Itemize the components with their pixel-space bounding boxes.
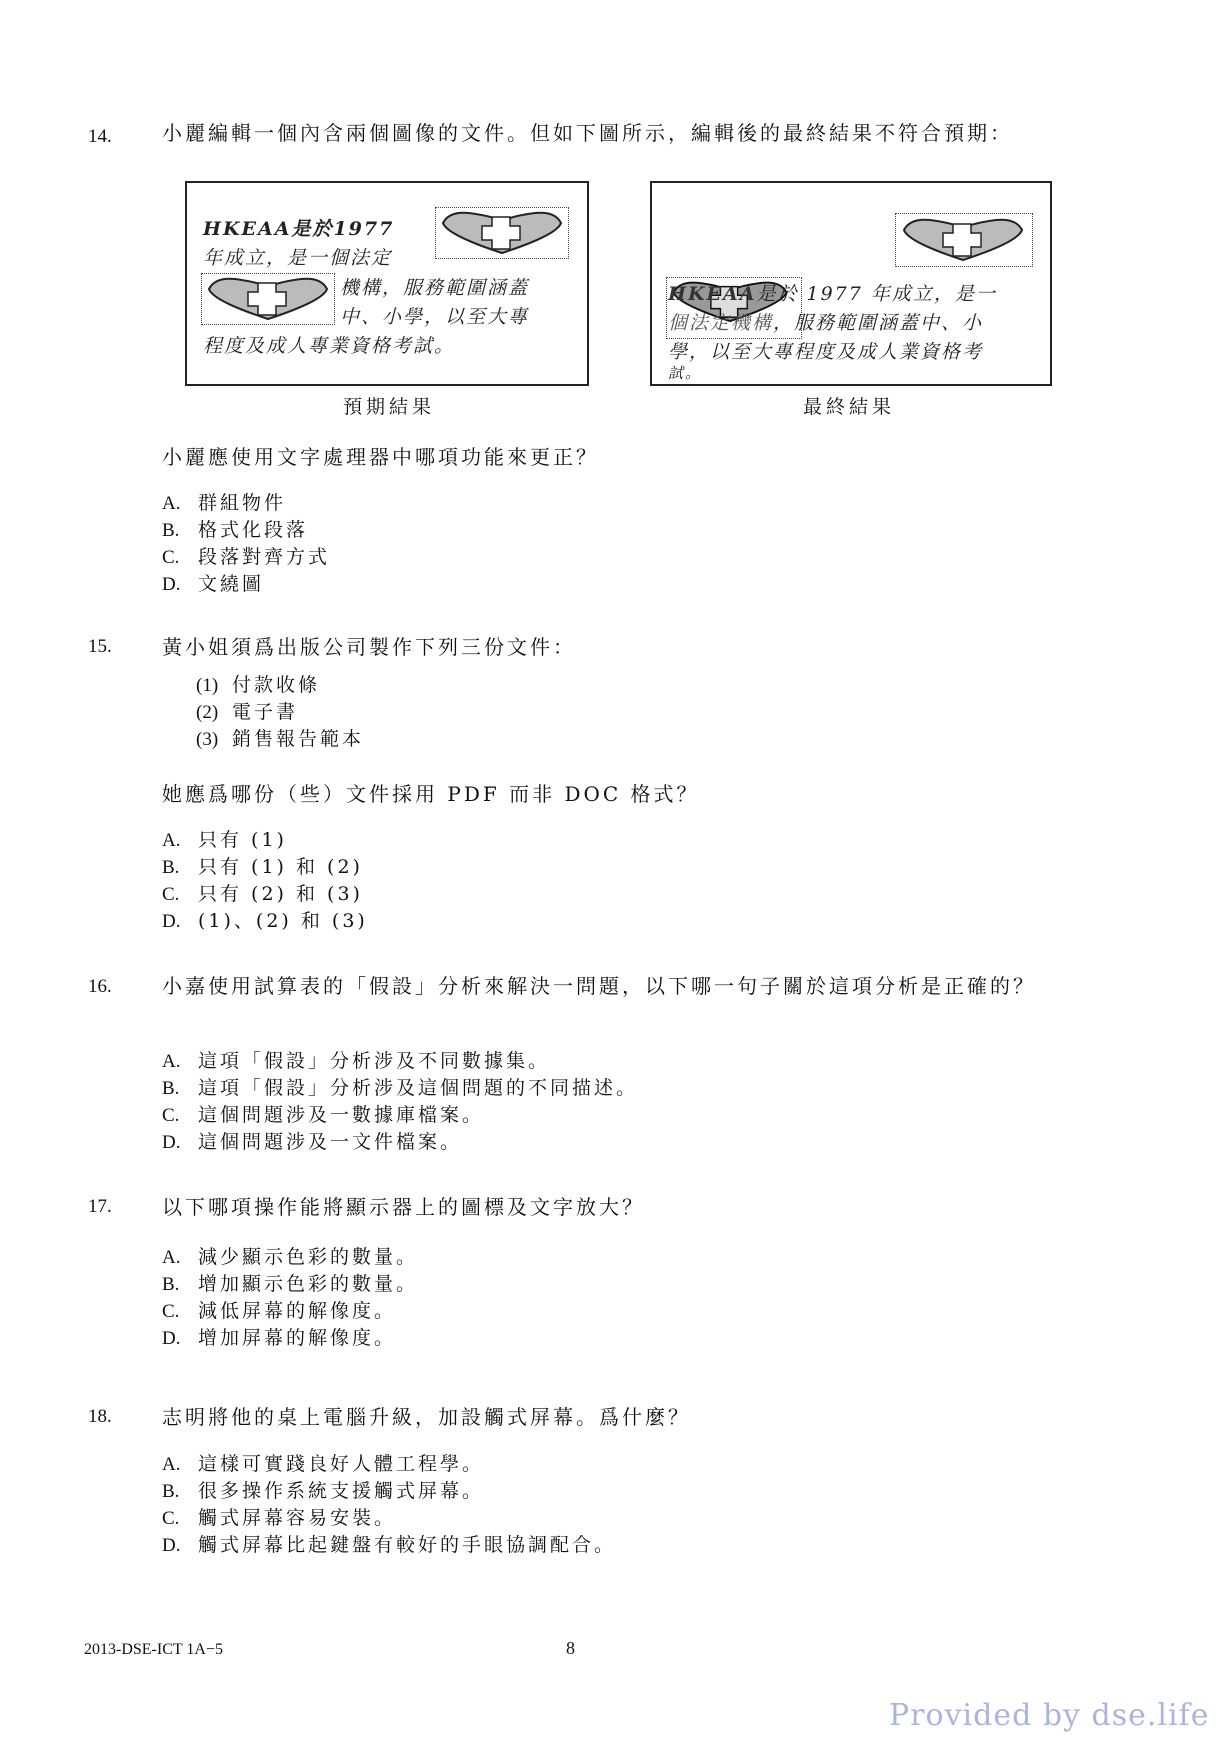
question-number: 15. <box>88 636 112 657</box>
heart-cross-image-icon <box>205 275 331 321</box>
expected-text-line-5: 程度及成人專業資格考試。 <box>203 335 456 357</box>
option-a[interactable]: A. 這項「假設」分析涉及不同數據集。 <box>162 1050 551 1072</box>
question-17-options <box>162 1244 418 1352</box>
question-18-options <box>162 1451 616 1559</box>
option-c[interactable]: C. 觸式屏幕容易安裝。 <box>162 1507 397 1529</box>
caption-final: 最終結果 <box>803 396 896 418</box>
option-b[interactable]: B. 只有 (1) 和 (2) <box>162 856 363 878</box>
option-a[interactable]: A. 減少顯示色彩的數量。 <box>162 1246 419 1268</box>
option-b[interactable]: B. 增加顯示色彩的數量。 <box>162 1273 419 1295</box>
expected-result-figure <box>185 181 589 386</box>
question-15-items <box>196 672 364 753</box>
question-15-prompt: 她應爲哪份（些）文件採用 PDF 而非 DOC 格式？ <box>162 782 700 806</box>
watermark: Provided by dse.life <box>889 1698 1210 1733</box>
option-d[interactable]: D. 這個問題涉及一文件檔案。 <box>162 1131 463 1153</box>
question-14-options <box>162 490 330 598</box>
option-c[interactable]: C. 段落對齊方式 <box>162 546 331 568</box>
list-item: (2) 電子書 <box>196 701 299 723</box>
option-d[interactable]: D. (1)、(2) 和 (3) <box>162 910 368 932</box>
final-text-line-4: 試。 <box>668 364 703 382</box>
option-a[interactable]: A. 群組物件 <box>162 492 287 514</box>
option-a[interactable]: A. 這樣可實踐良好人體工程學。 <box>162 1453 485 1475</box>
question-16-options <box>162 1048 638 1156</box>
caption-expected: 預期結果 <box>343 396 436 418</box>
final-text-line-1: HKEAA是於 1977 年成立，是一 <box>668 283 997 305</box>
question-number: 14. <box>88 126 112 147</box>
question-stem: 小嘉使用試算表的「假設」分析來解決一問題，以下哪一句子關於這項分析是正確的？ <box>162 974 1036 998</box>
option-d[interactable]: D. 增加屏幕的解像度。 <box>162 1327 397 1349</box>
option-c[interactable]: C. 只有 (2) 和 (3) <box>162 883 363 905</box>
heart-cross-image-icon <box>439 209 565 255</box>
expected-text-line-1: HKEAA是於1977 <box>203 218 395 240</box>
option-c[interactable]: C. 減低屏幕的解像度。 <box>162 1300 397 1322</box>
question-stem: 小麗編輯一個內含兩個圖像的文件。但如下圖所示，編輯後的最終結果不符合預期： <box>162 121 1013 145</box>
option-d[interactable]: D. 文繞圖 <box>162 573 265 595</box>
list-item: (3) 銷售報告範本 <box>196 728 365 750</box>
question-number: 18. <box>88 1406 112 1427</box>
question-stem: 黃小姐須爲出版公司製作下列三份文件： <box>162 635 576 659</box>
question-stem: 志明將他的桌上電腦升級，加設觸式屏幕。爲什麼？ <box>162 1405 691 1429</box>
question-stem: 以下哪項操作能將顯示器上的圖標及文字放大？ <box>162 1195 645 1219</box>
option-d[interactable]: D. 觸式屏幕比起鍵盤有較好的手眼協調配合。 <box>162 1534 617 1556</box>
final-text-line-3: 學，以至大專程度及成人業資格考 <box>668 341 984 363</box>
heart-cross-image-icon <box>899 216 1027 262</box>
list-item: (1) 付款收條 <box>196 674 321 696</box>
question-15-options <box>162 827 368 935</box>
page-number: 8 <box>566 1638 575 1658</box>
logo-text: HKEAA <box>668 283 757 305</box>
option-c[interactable]: C. 這個問題涉及一數據庫檔案。 <box>162 1104 485 1126</box>
option-a[interactable]: A. 只有 (1) <box>162 829 287 851</box>
question-number: 16. <box>88 976 112 997</box>
option-b[interactable]: B. 這項「假設」分析涉及這個問題的不同描述。 <box>162 1077 639 1099</box>
question-number: 17. <box>88 1196 112 1217</box>
final-text-line-2: 個法定機構，服務範圍涵蓋中、小 <box>668 312 984 334</box>
option-b[interactable]: B. 很多操作系統支援觸式屏幕。 <box>162 1480 485 1502</box>
logo-text: HKEAA <box>203 218 292 240</box>
question-14-prompt: 小麗應使用文字處理器中哪項功能來更正？ <box>162 445 599 469</box>
expected-text-line-4: 中、小學，以至大專 <box>340 306 530 328</box>
expected-text-line-2: 年成立，是一個法定 <box>203 247 393 269</box>
expected-text-line-3: 機構，服務範圍涵蓋 <box>340 277 530 299</box>
final-result-figure <box>650 181 1052 386</box>
option-b[interactable]: B. 格式化段落 <box>162 519 309 541</box>
paper-code: 2013-DSE-ICT 1A−5 <box>84 1641 223 1658</box>
